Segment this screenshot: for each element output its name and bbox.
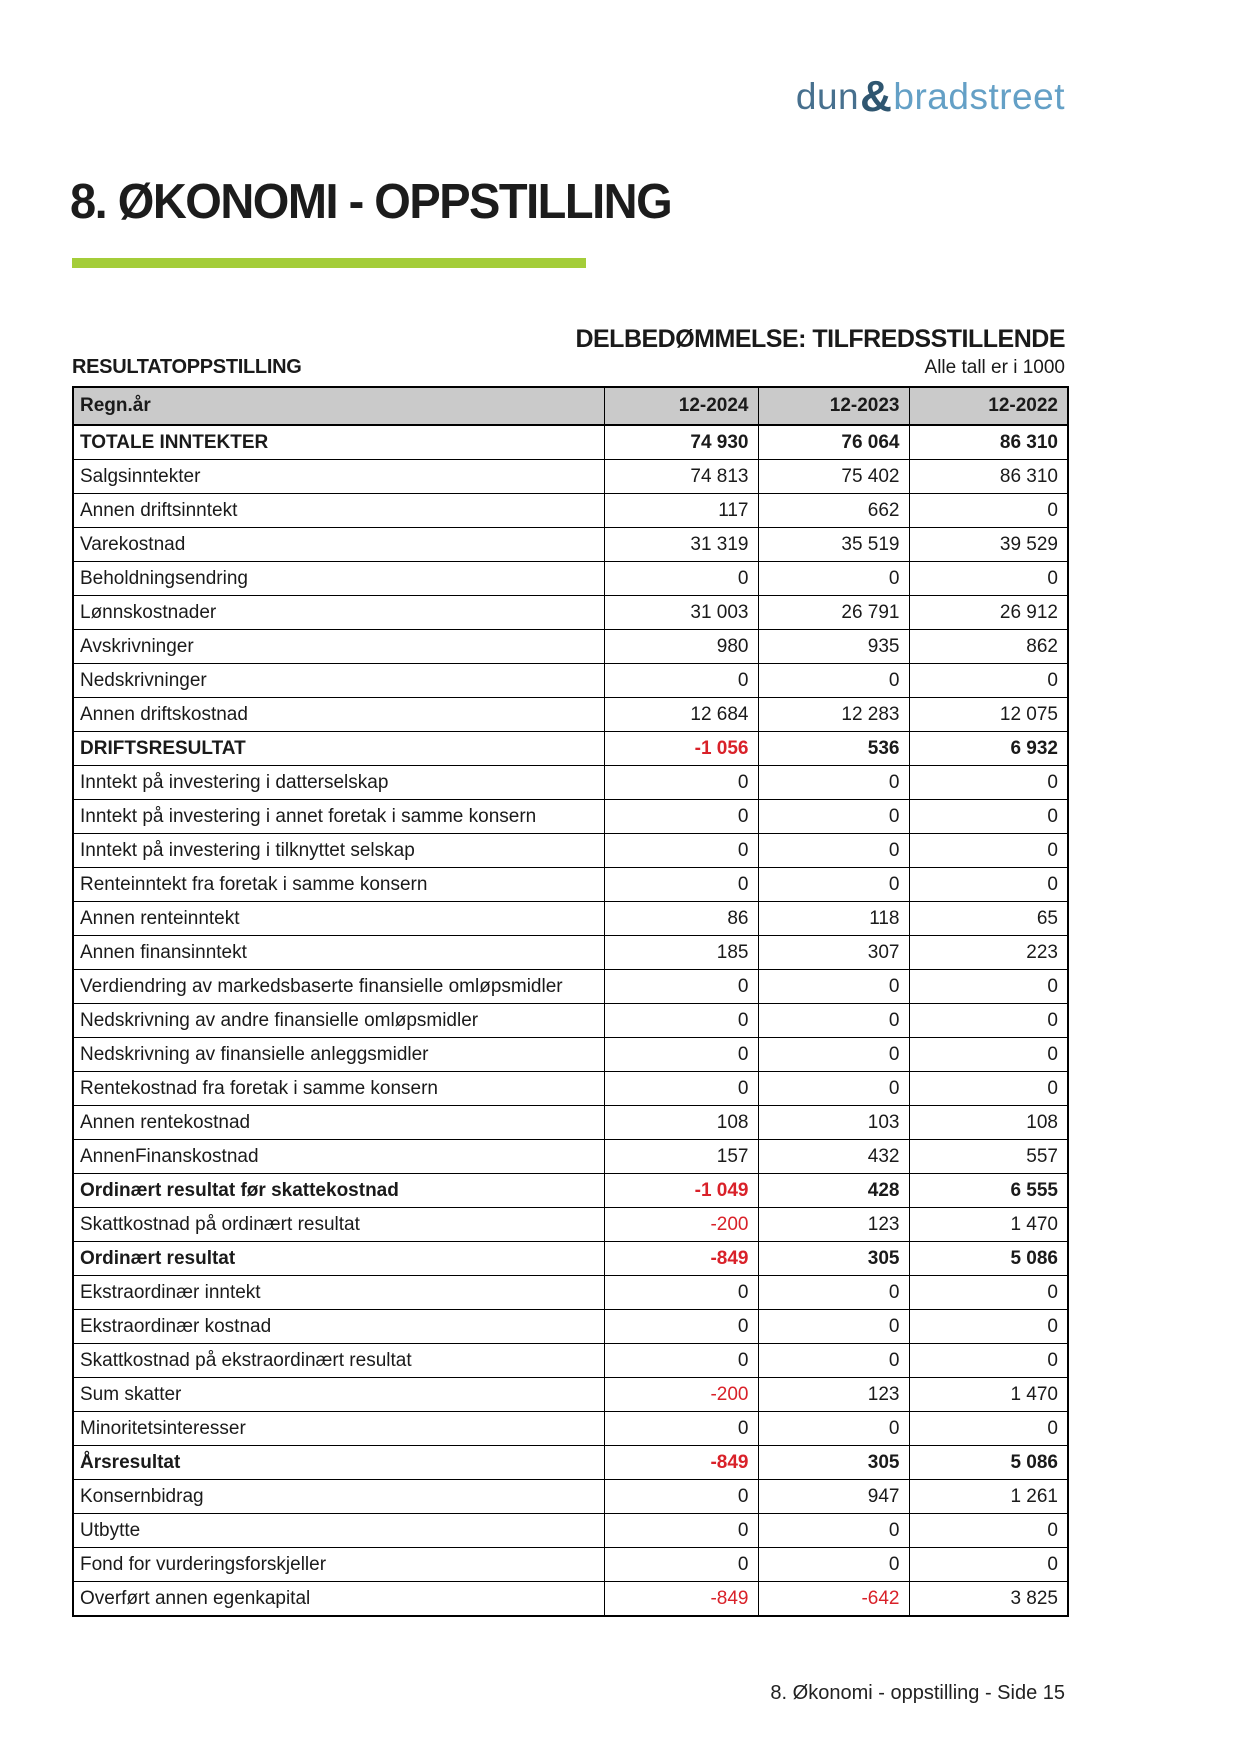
table-row — [73, 834, 1068, 868]
row-label: Inntekt på investering i datterselskap — [73, 766, 604, 800]
row-label: Annen rentekostnad — [73, 1106, 604, 1140]
row-value: 12 283 — [758, 698, 909, 732]
row-value: 0 — [604, 1072, 758, 1106]
table-row — [73, 1140, 1068, 1174]
row-value: 0 — [758, 970, 909, 1004]
row-value: 12 075 — [909, 698, 1068, 732]
row-label: Nedskrivninger — [73, 664, 604, 698]
row-value: 1 470 — [909, 1378, 1068, 1412]
row-value: 0 — [909, 1276, 1068, 1310]
row-label: AnnenFinanskostnad — [73, 1140, 604, 1174]
row-value: 26 791 — [758, 596, 909, 630]
row-value: 35 519 — [758, 528, 909, 562]
units-note: Alle tall er i 1000 — [924, 357, 1065, 378]
row-label: Rentekostnad fra foretak i samme konsern — [73, 1072, 604, 1106]
row-value: -200 — [604, 1378, 758, 1412]
row-value: 0 — [758, 562, 909, 596]
row-label: Annen driftskostnad — [73, 698, 604, 732]
row-value: 0 — [758, 1412, 909, 1446]
row-value: 86 310 — [909, 460, 1068, 494]
row-label: DRIFTSRESULTAT — [73, 732, 604, 766]
row-value: -200 — [604, 1208, 758, 1242]
row-value: 557 — [909, 1140, 1068, 1174]
row-value: 0 — [604, 1548, 758, 1582]
row-label: TOTALE INNTEKTER — [73, 425, 604, 460]
row-value: 0 — [909, 562, 1068, 596]
row-label: Overført annen egenkapital — [73, 1582, 604, 1617]
row-value: 6 932 — [909, 732, 1068, 766]
row-value: 305 — [758, 1446, 909, 1480]
row-value: 185 — [604, 936, 758, 970]
row-value: 0 — [909, 970, 1068, 1004]
row-label: Inntekt på investering i tilknyttet selskap — [73, 834, 604, 868]
row-value: 0 — [604, 970, 758, 1004]
row-value: 0 — [758, 766, 909, 800]
row-value: 0 — [909, 494, 1068, 528]
row-value: 3 825 — [909, 1582, 1068, 1617]
row-value: 223 — [909, 936, 1068, 970]
table-row — [73, 1072, 1068, 1106]
table-row — [73, 1038, 1068, 1072]
table-row — [73, 596, 1068, 630]
table-row — [73, 1514, 1068, 1548]
column-header-regnaar: Regn.år — [73, 387, 604, 425]
row-label: Nedskrivning av finansielle anleggsmidler — [73, 1038, 604, 1072]
row-label: Årsresultat — [73, 1446, 604, 1480]
row-label: Annen finansinntekt — [73, 936, 604, 970]
row-value: 0 — [758, 834, 909, 868]
row-value: 0 — [909, 664, 1068, 698]
row-value: 26 912 — [909, 596, 1068, 630]
row-value: 947 — [758, 1480, 909, 1514]
row-value: 0 — [604, 834, 758, 868]
row-value: 0 — [758, 1038, 909, 1072]
row-value: 123 — [758, 1208, 909, 1242]
table-row — [73, 732, 1068, 766]
row-value: -642 — [758, 1582, 909, 1617]
row-value: 0 — [909, 1514, 1068, 1548]
page-title: 8. ØKONOMI - OPPSTILLING — [70, 173, 672, 229]
table-row — [73, 1480, 1068, 1514]
table-row — [73, 1412, 1068, 1446]
row-value: 0 — [758, 800, 909, 834]
table-row — [73, 1582, 1068, 1617]
row-label: Annen renteinntekt — [73, 902, 604, 936]
row-value: 108 — [604, 1106, 758, 1140]
assessment-heading: DELBEDØMMELSE: TILFREDSSTILLENDE — [575, 325, 1065, 353]
table-row — [73, 1548, 1068, 1582]
row-value: 662 — [758, 494, 909, 528]
row-value: 0 — [909, 766, 1068, 800]
table-row — [73, 1344, 1068, 1378]
row-value: 74 813 — [604, 460, 758, 494]
row-value: 65 — [909, 902, 1068, 936]
table-row — [73, 1208, 1068, 1242]
row-label: Nedskrivning av andre finansielle omløpsmidler — [73, 1004, 604, 1038]
row-value: 39 529 — [909, 528, 1068, 562]
row-value: 31 003 — [604, 596, 758, 630]
row-value: 0 — [604, 800, 758, 834]
row-value: 0 — [758, 868, 909, 902]
row-value: 0 — [758, 664, 909, 698]
row-value: 0 — [909, 800, 1068, 834]
column-header-2022: 12-2022 — [909, 387, 1068, 425]
row-value: 157 — [604, 1140, 758, 1174]
row-label: Fond for vurderingsforskjeller — [73, 1548, 604, 1582]
table-row — [73, 1378, 1068, 1412]
row-value: 0 — [604, 1276, 758, 1310]
row-label: Verdiendring av markedsbaserte finansielle omløpsmidler — [73, 970, 604, 1004]
row-value: -1 056 — [604, 732, 758, 766]
row-value: 305 — [758, 1242, 909, 1276]
dun-bradstreet-logo — [796, 70, 1065, 120]
row-label: Inntekt på investering i annet foretak i samme konsern — [73, 800, 604, 834]
row-value: 0 — [909, 1412, 1068, 1446]
row-value: 86 — [604, 902, 758, 936]
table-row — [73, 562, 1068, 596]
table-header-row — [73, 387, 1068, 425]
row-value: -849 — [604, 1446, 758, 1480]
row-value: 0 — [758, 1310, 909, 1344]
row-label: Beholdningsendring — [73, 562, 604, 596]
row-value: 0 — [909, 1038, 1068, 1072]
logo-text-dun: dun — [795, 76, 860, 117]
row-value: 0 — [604, 1038, 758, 1072]
title-underline-bar — [72, 258, 586, 268]
column-header-2024: 12-2024 — [604, 387, 758, 425]
table-row — [73, 630, 1068, 664]
table-row — [73, 698, 1068, 732]
row-label: Ekstraordinær kostnad — [73, 1310, 604, 1344]
table-row — [73, 1004, 1068, 1038]
row-value: 103 — [758, 1106, 909, 1140]
row-label: Minoritetsinteresser — [73, 1412, 604, 1446]
row-value: 0 — [604, 1514, 758, 1548]
row-value: 307 — [758, 936, 909, 970]
table-row — [73, 664, 1068, 698]
table-row — [73, 460, 1068, 494]
row-value: 935 — [758, 630, 909, 664]
row-value: 118 — [758, 902, 909, 936]
table-row — [73, 766, 1068, 800]
results-table — [72, 386, 1069, 1617]
row-label: Ordinært resultat — [73, 1242, 604, 1276]
row-value: 1 261 — [909, 1480, 1068, 1514]
row-value: 0 — [909, 868, 1068, 902]
row-value: 75 402 — [758, 460, 909, 494]
table-row — [73, 425, 1068, 460]
row-label: Salgsinntekter — [73, 460, 604, 494]
row-value: 108 — [909, 1106, 1068, 1140]
table-row — [73, 1276, 1068, 1310]
row-value: 862 — [909, 630, 1068, 664]
logo-text-bradstreet: bradstreet — [893, 76, 1065, 117]
results-table-container — [72, 386, 1067, 1617]
table-row — [73, 902, 1068, 936]
table-row — [73, 528, 1068, 562]
row-label: Skattkostnad på ekstraordinært resultat — [73, 1344, 604, 1378]
row-value: 0 — [604, 1344, 758, 1378]
row-value: 0 — [604, 664, 758, 698]
row-value: 117 — [604, 494, 758, 528]
row-label: Renteinntekt fra foretak i samme konsern — [73, 868, 604, 902]
row-value: 0 — [604, 562, 758, 596]
row-value: 536 — [758, 732, 909, 766]
row-value: 1 470 — [909, 1208, 1068, 1242]
results-table-body — [73, 425, 1068, 1616]
row-value: -1 049 — [604, 1174, 758, 1208]
row-label: Ekstraordinær inntekt — [73, 1276, 604, 1310]
row-value: 428 — [758, 1174, 909, 1208]
row-value: 12 684 — [604, 698, 758, 732]
row-value: 0 — [758, 1548, 909, 1582]
row-value: 5 086 — [909, 1242, 1068, 1276]
row-value: 0 — [758, 1514, 909, 1548]
row-value: 0 — [909, 1004, 1068, 1038]
table-row — [73, 1446, 1068, 1480]
row-value: 432 — [758, 1140, 909, 1174]
row-label: Ordinært resultat før skattekostnad — [73, 1174, 604, 1208]
row-value: 0 — [604, 766, 758, 800]
row-value: 0 — [604, 1310, 758, 1344]
row-value: 0 — [909, 834, 1068, 868]
row-label: Lønnskostnader — [73, 596, 604, 630]
table-row — [73, 868, 1068, 902]
section-label: RESULTATOPPSTILLING — [72, 356, 302, 378]
page-footer: 8. Økonomi - oppstilling - Side 15 — [770, 1682, 1065, 1704]
row-value: 123 — [758, 1378, 909, 1412]
row-value: 31 319 — [604, 528, 758, 562]
row-value: 0 — [604, 868, 758, 902]
row-value: 86 310 — [909, 425, 1068, 460]
row-label: Konsernbidrag — [73, 1480, 604, 1514]
row-value: 0 — [758, 1344, 909, 1378]
table-row — [73, 800, 1068, 834]
table-row — [73, 970, 1068, 1004]
table-row — [73, 1242, 1068, 1276]
row-value: 0 — [758, 1072, 909, 1106]
row-label: Skattkostnad på ordinært resultat — [73, 1208, 604, 1242]
row-value: 0 — [909, 1344, 1068, 1378]
column-header-2023: 12-2023 — [758, 387, 909, 425]
row-value: 0 — [909, 1548, 1068, 1582]
ampersand-icon: & — [860, 72, 893, 121]
table-row — [73, 936, 1068, 970]
row-value: 0 — [909, 1310, 1068, 1344]
row-value: 980 — [604, 630, 758, 664]
row-value: 6 555 — [909, 1174, 1068, 1208]
row-value: 0 — [604, 1412, 758, 1446]
row-value: 0 — [758, 1004, 909, 1038]
row-value: 0 — [909, 1072, 1068, 1106]
table-row — [73, 1106, 1068, 1140]
table-row — [73, 1174, 1068, 1208]
row-label: Avskrivninger — [73, 630, 604, 664]
table-row — [73, 494, 1068, 528]
row-label: Sum skatter — [73, 1378, 604, 1412]
row-value: 0 — [604, 1004, 758, 1038]
row-value: 5 086 — [909, 1446, 1068, 1480]
row-label: Varekostnad — [73, 528, 604, 562]
row-value: 74 930 — [604, 425, 758, 460]
row-label: Utbytte — [73, 1514, 604, 1548]
row-label: Annen driftsinntekt — [73, 494, 604, 528]
row-value: 76 064 — [758, 425, 909, 460]
row-value: 0 — [604, 1480, 758, 1514]
row-value: -849 — [604, 1242, 758, 1276]
row-value: 0 — [758, 1276, 909, 1310]
row-value: -849 — [604, 1582, 758, 1617]
table-row — [73, 1310, 1068, 1344]
